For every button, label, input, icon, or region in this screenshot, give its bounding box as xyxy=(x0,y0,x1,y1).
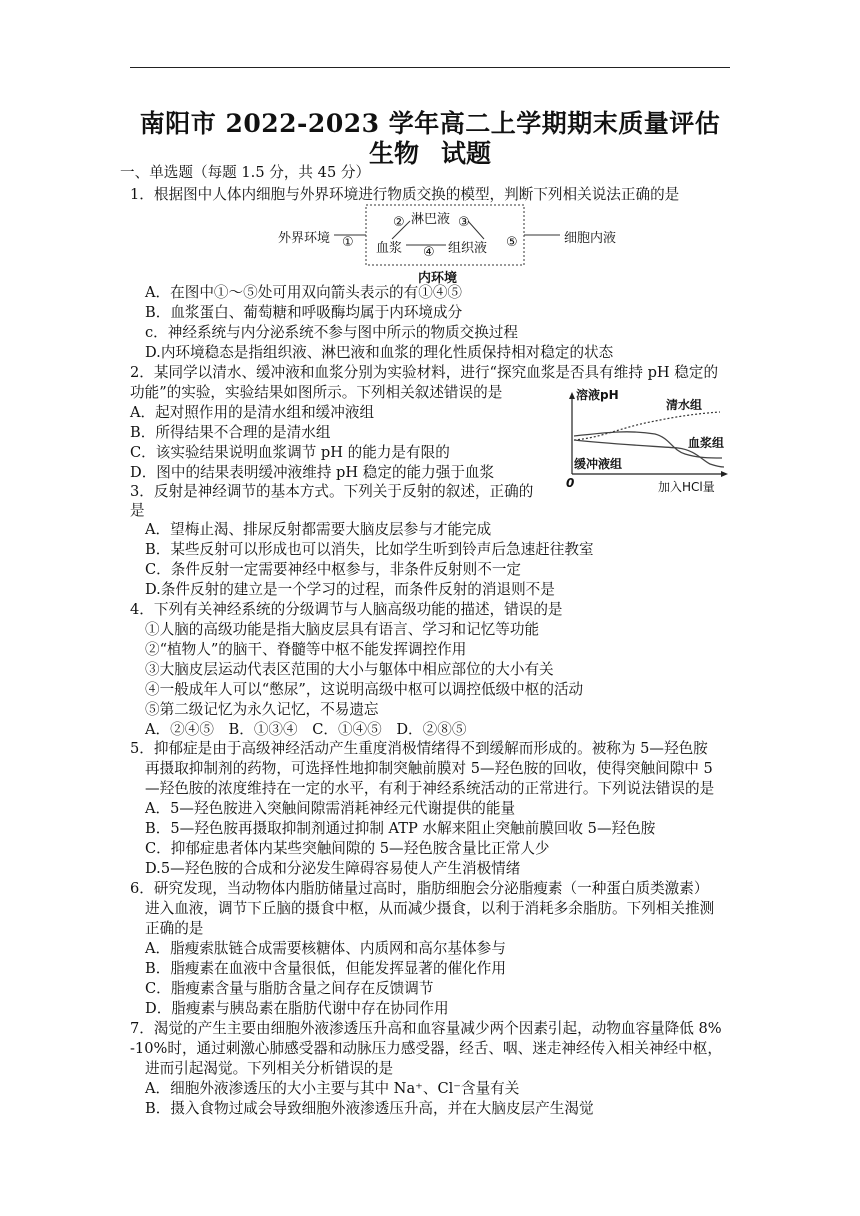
q2-stem-line1: 2．某同学以清水、缓冲液和血浆分别为实验材料，进行“探究血浆是否具有维持 pH 稳定的 xyxy=(130,364,719,381)
q1-option-b: B．血浆蛋白、葡萄糖和呼吸酶均属于内环境成分 xyxy=(145,304,463,321)
q2-option-a: A．起对照作用的是清水组和缓冲液组 xyxy=(130,404,375,421)
q7-option-b: B．摄入食物过咸会导致细胞外液渗透压升高，并在大脑皮层产生渴觉 xyxy=(145,1100,594,1117)
exam-title: 南阳市 2022-2023 学年高二上学期期末质量评估 xyxy=(139,109,721,138)
q6-stem-line1: 6．研究发现，当动物体内脂肪储量过高时，脂肪细胞会分泌脂瘦素（一种蛋白质类激素） xyxy=(130,880,709,897)
chart-ylabel: 溶液pH xyxy=(576,388,619,402)
q2-option-c: C．该实验结果说明血浆调节 pH 的能力是有限的 xyxy=(130,444,450,461)
outside-env-label: 外界环境 xyxy=(278,231,331,246)
q5-option-c: C．抑郁症患者体内某些突触间隙的 5—羟色胺含量比正常人少 xyxy=(145,840,550,857)
intracellular-fluid-label: 细胞内液 xyxy=(564,231,617,246)
chart-origin: 0 xyxy=(566,476,575,490)
q5-option-a: A．5—羟色胺进入突触间隙需消耗神经元代谢提供的能量 xyxy=(145,800,516,817)
q6-option-c: C．脂瘦素含量与脂肪含量之间存在反馈调节 xyxy=(145,980,434,997)
q1-option-a: A．在图中①～⑤处可用双向箭头表示的有①④⑤ xyxy=(145,284,463,301)
num-2: ② xyxy=(393,215,405,230)
lymph-label: 淋巴液 xyxy=(411,212,451,227)
num-1: ① xyxy=(342,235,354,250)
q5-stem-line2: 再摄取抑制剂的药物，可选择性地抑制突触前膜对 5—羟色胺的回收，使得突触间隙中 5 xyxy=(145,760,713,777)
q1-stem: 1．根据图中人体内细胞与外界环境进行物质交换的模型，判断下列相关说法正确的是 xyxy=(130,186,680,203)
header-rule xyxy=(130,67,730,68)
num-4: ④ xyxy=(423,245,435,260)
buffer-group-label: 缓冲液组 xyxy=(574,457,623,471)
plasma-label: 血浆 xyxy=(376,241,403,256)
q4-item-5: ⑤第二级记忆为永久记忆，不易遗忘 xyxy=(145,701,379,718)
q7-stem-line1: 7．渴觉的产生主要由细胞外液渗透压升高和血容量减少两个因素引起，动物血容量降低 8% xyxy=(130,1020,722,1037)
section-heading: 一、单选题（每题 1.5 分，共 45 分） xyxy=(120,164,371,181)
plasma-group-label: 血浆组 xyxy=(688,436,725,450)
q3-stem-line2: 是 xyxy=(130,502,145,519)
q4-item-1: ①人脑的高级功能是指大脑皮层具有语言、学习和记忆等功能 xyxy=(145,621,540,638)
q6-option-d: D．脂瘦素与胰岛素在脂肪代谢中存在协同作用 xyxy=(145,1000,449,1017)
q3-option-a: A．望梅止渴、排尿反射都需要大脑皮层参与才能完成 xyxy=(145,521,492,538)
q4-item-3: ③大脑皮层运动代表区范围的大小与躯体中相应部位的大小有关 xyxy=(145,661,554,678)
q2-option-d: D．图中的结果表明缓冲液维持 pH 稳定的能力强于血浆 xyxy=(130,464,495,481)
q6-stem-line2: 进入血液，调节下丘脑的摄食中枢，从而减少摄食，以利于消耗多余脂肪。下列相关推测 xyxy=(145,900,715,917)
q3-option-b: B．某些反射可以形成也可以消失，比如学生听到铃声后急速赶往教室 xyxy=(145,541,594,558)
q3-option-d: D.条件反射的建立是一个学习的过程，而条件反射的消退则不是 xyxy=(145,581,555,598)
q7-stem-line2: -10%时，通过刺激心肺感受器和动脉压力感受器，经舌、咽、迷走神经传入相关神经中枢， xyxy=(130,1040,722,1057)
q7-stem-line3: 进而引起渴觉。下列相关分析错误的是 xyxy=(145,1060,394,1077)
q4-options: A．②④⑤ B．①③④ C．①④⑤ D．②⑧⑤ xyxy=(145,721,467,738)
chart-xlabel: 加入HCl量 xyxy=(658,480,715,494)
subject-label: 生物 xyxy=(368,139,419,168)
num-5: ⑤ xyxy=(506,235,518,250)
q1-option-d: D.内环境稳态是指组织液、淋巴液和血浆的理化性质保持相对稳定的状态 xyxy=(145,344,614,361)
q7-option-a: A．细胞外液渗透压的大小主要与其中 Na⁺、Cl⁻含量有关 xyxy=(145,1080,520,1097)
q1-diagram xyxy=(278,203,617,286)
q2-chart xyxy=(560,388,730,493)
tissue-fluid-label: 组织液 xyxy=(448,241,488,256)
q2-option-b: B．所得结果不合理的是清水组 xyxy=(130,424,331,441)
water-group-label: 清水组 xyxy=(666,398,703,412)
q6-option-b: B．脂瘦素在血液中含量很低，但能发挥显著的催化作用 xyxy=(145,960,506,977)
q3-option-c: C．条件反射一定需要神经中枢参与，非条件反射则不一定 xyxy=(145,561,522,578)
q5-stem-line3: —羟色胺的浓度维持在一定的水平，有利于神经系统活动的正常进行。下列说法错误的是 xyxy=(145,780,715,797)
num-3: ③ xyxy=(458,215,470,230)
q1-option-c: c．神经系统与内分泌系统不参与图中所示的物质交换过程 xyxy=(145,324,519,341)
internal-env-label: 内环境 xyxy=(418,271,458,286)
q3-stem-line1: 3．反射是神经调节的基本方式。下列关于反射的叙述，正确的 xyxy=(130,483,534,500)
q5-option-d: D.5—羟色胺的合成和分泌发生障碍容易使人产生消极情绪 xyxy=(145,860,521,877)
q4-item-2: ②“植物人”的脑干、脊髓等中枢不能发挥调控作用 xyxy=(145,641,467,658)
q2-stem-line2: 功能”的实验，实验结果如图所示。下列相关叙述错误的是 xyxy=(130,384,503,401)
q4-item-4: ④一般成年人可以“憋尿”，这说明高级中枢可以调控低级中枢的活动 xyxy=(145,681,584,698)
paper-label: 试题 xyxy=(441,139,492,168)
q5-stem-line1: 5．抑郁症是由于高级神经活动产生重度消极情绪得不到缓解而形成的。被称为 5—羟色胺 xyxy=(130,740,708,757)
q6-stem-line3: 正确的是 xyxy=(145,920,204,937)
q4-stem: 4．下列有关神经系统的分级调节与人脑高级功能的描述，错误的是 xyxy=(130,601,563,618)
q6-option-a: A．脂瘦索肽链合成需要核糖体、内质网和高尔基体参与 xyxy=(145,940,506,957)
q5-option-b: B．5—羟色胺再摄取抑制剂通过抑制 ATP 水解来阻止突触前膜回收 5—羟色胺 xyxy=(145,820,656,837)
